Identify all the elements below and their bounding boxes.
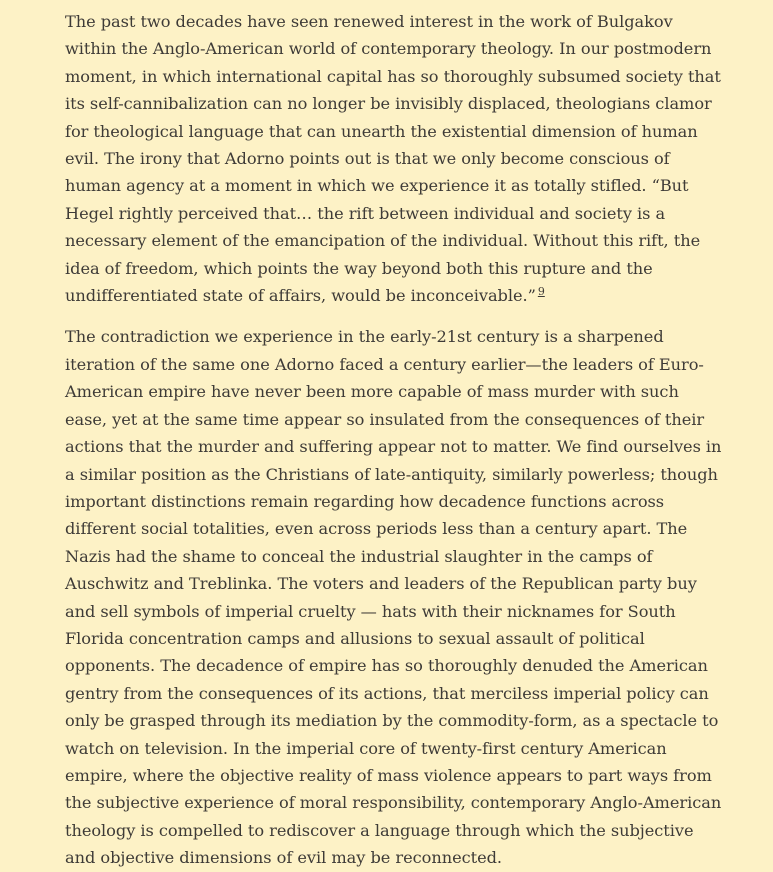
paragraph-1-text: The past two decades have seen renewed interest in the work of Bulgakov within the Anglo-American world of contemporary theology. In our postmodern moment, in which international capital has so thoroughly subsumed society that its self-cannibalization can no longer be invisibly displaced, theologians clamor for theological language that can unearth the existential dimension of human evil. The irony that Adorno points out is that we only become conscious of human agency at a moment in which we experience it as totally stifled. “But Hegel rightly perceived that… the rift between individual and society is a necessary element of the emancipation of the individual. Without this rift, the idea of freedom, which points the way beyond both this rupture and the undifferentiated state of affairs, would be inconceivable.” <box>65 12 721 306</box>
paragraph-2-text: The contradiction we experience in the early-21st century is a sharpened iteration of the same one Adorno faced a century earlier—the leaders of Euro-American empire have never been more capable of mass murder with such ease, yet at the same time appear so insulated from the consequences of their actions that the murder and suffering appear not to matter. We find ourselves in a similar position as the Christians of late-antiquity, similarly powerless; though important distinctions remain regarding how decadence functions across different social totalities, even across periods less than a century apart. The Nazis had the shame to conceal the industrial slaughter in the camps of Auschwitz and Treblinka. The voters and leaders of the Republican party buy and sell symbols of imperial cruelty — hats with their nicknames for South Florida concentration camps and allusions to sexual assault of political opponents. The decadence of empire has so thoroughly denuded the American gentry from the consequences of its actions, that merciless imperial policy can only be grasped through its mediation by the commodity-form, as a spectacle to watch on television. In the imperial core of twenty-first century American empire, where the objective reality of mass violence appears to part ways from the subjective experience of moral responsibility, contemporary Anglo-American theology is compelled to rediscover a language through which the subjective and objective dimensions of evil may be reconnected. <box>65 327 722 868</box>
footnote-link[interactable]: 9 <box>537 284 545 298</box>
paragraph-1 <box>65 8 725 309</box>
paragraph-2 <box>65 323 725 871</box>
